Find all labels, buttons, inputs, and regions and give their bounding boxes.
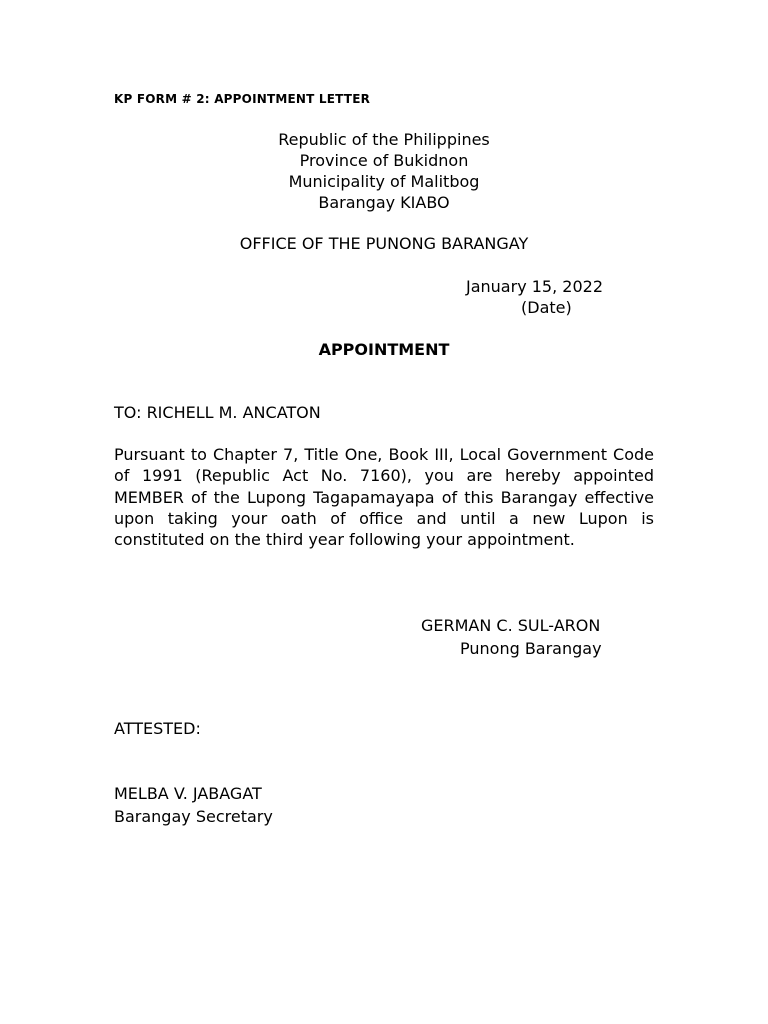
date-value: January 15, 2022: [466, 277, 603, 296]
document-title: APPOINTMENT: [318, 340, 450, 359]
signatory-name: GERMAN C. SUL-ARON: [421, 616, 601, 635]
letterhead: [0, 129, 768, 213]
form-label: KP FORM # 2: APPOINTMENT LETTER: [114, 92, 371, 106]
secretary-name: MELBA V. JABAGAT: [114, 784, 262, 803]
letterhead-municipality: Municipality of Malitbog: [288, 172, 480, 191]
secretary-block: [114, 782, 273, 828]
recipient-line: TO: RICHELL M. ANCATON: [114, 403, 321, 422]
letterhead-country: Republic of the Philippines: [278, 130, 490, 149]
date-block: [466, 276, 626, 318]
date-caption: (Date): [521, 298, 572, 317]
letterhead-province: Province of Bukidnon: [299, 151, 469, 170]
attested-label: ATTESTED:: [114, 719, 201, 738]
office-heading: OFFICE OF THE PUNONG BARANGAY: [239, 234, 529, 253]
appointment-body: Pursuant to Chapter 7, Title One, Book III, Local Government Code of 1991 (Republic Act No. 7160), you are hereby appointed MEMBER of the Lupong Tagapamayapa of this Barangay effective upon taking your oath of office and until a new Lupon is constituted on the third year following your appointment.: [114, 445, 654, 550]
signatory-position: Punong Barangay: [460, 639, 602, 658]
letterhead-barangay: Barangay KIABO: [318, 193, 450, 212]
secretary-position: Barangay Secretary: [114, 807, 273, 826]
signatory-block: [421, 614, 602, 660]
